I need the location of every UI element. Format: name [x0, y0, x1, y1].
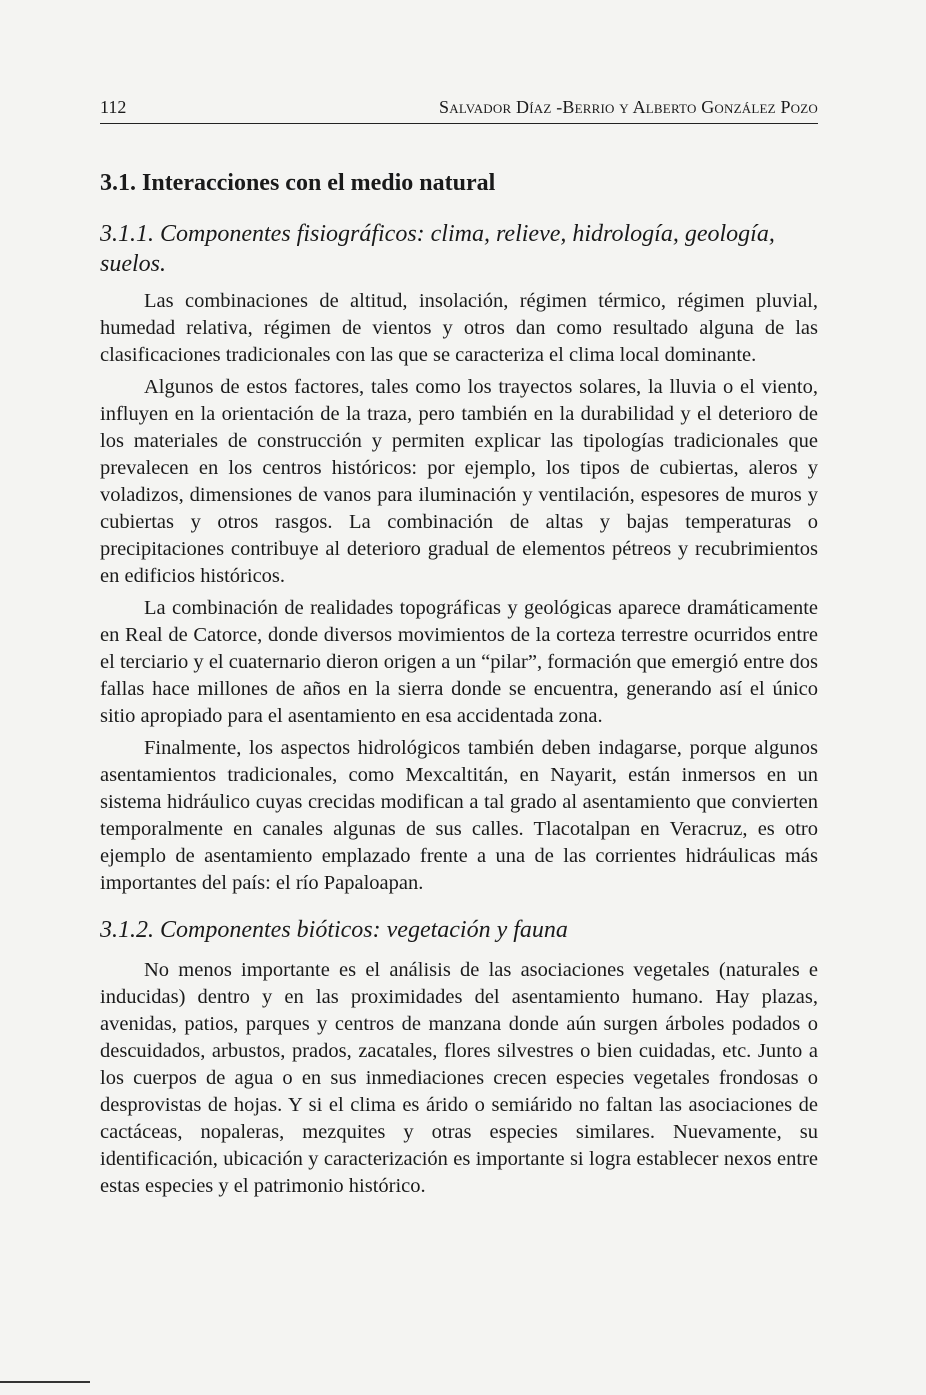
subsection-title-2: 3.1.2. Componentes bióticos: vegetación y fauna	[100, 917, 568, 943]
running-title: Salvador Díaz -Berrio y Alberto González Pozo	[439, 97, 818, 117]
subsection-title-1: 3.1.1. Componentes fisiográficos: clima, relieve, hidrología, geología, suelos.	[100, 221, 775, 277]
page-edge-mark	[0, 1381, 90, 1383]
page-header	[100, 97, 818, 118]
paragraph: La combinación de realidades topográficas y geológicas aparece dramáticamente en Real de Catorce, donde diversos movimientos de la corteza terrestre ocurridos entre el terciario y el cuaternario dieron origen a un “pilar”, formación que emergió entre dos fallas hace millones de años en la sierra donde se encuentra, generando así el único sitio apropiado para el asentamiento en esa accidentada zona.	[100, 597, 818, 727]
page-body	[100, 166, 818, 1200]
section-title: 3.1. Interacciones con el medio natural	[100, 170, 496, 196]
paragraph: Las combinaciones de altitud, insolación, régimen térmico, régimen pluvial, humedad relativa, régimen de vientos y otros dan como resultado alguna de las clasificaciones tradicionales con las que se caracteriza el clima local dominante.	[100, 290, 818, 366]
paragraph: No menos importante es el análisis de las asociaciones vegetales (naturales e inducidas) dentro y en las proximidades del asentamiento humano. Hay plazas, avenidas, patios, parques y centros de manzana donde aún surgen árboles podados o descuidados, arbustos, prados, zacatales, flores silvestres o bien cuidadas, etc. Junto a los cuerpos de agua o en sus inmediaciones crecen especies vegetales frondosas o desprovistas de hojas. Y si el clima es árido o semiárido no faltan las asociaciones de cactáceas, nopaleras, mezquites y otras especies similares. Nuevamente, su identificación, ubicación y caracterización es importante si logra establecer nexos entre estas especies y el patrimonio histórico.	[100, 959, 818, 1197]
paragraph: Finalmente, los aspectos hidrológicos también deben indagarse, porque algunos asentamientos tradicionales, como Mexcaltitán, en Nayarit, están inmersos en un sistema hidráulico cuyas crecidas modifican a tal grado al asentamiento que convierten temporalmente en canales algunas de sus calles. Tlacotalpan en Veracruz, es otro ejemplo de asentamiento emplazado frente a una de las corrientes hidráulicas más importantes del país: el río Papaloapan.	[100, 737, 818, 894]
header-rule	[100, 123, 818, 124]
paragraph: Algunos de estos factores, tales como los trayectos solares, la lluvia o el viento, influyen en la orientación de la traza, pero también en la durabilidad y el deterioro de los materiales de construcción y permiten explicar las tipologías tradicionales que prevalecen en los centros históricos: por ejemplo, los tipos de cubiertas, aleros y voladizos, dimensiones de vanos para iluminación y ventilación, espesores de muros y cubiertas y otros rasgos. La combinación de altas y bajas temperaturas o precipitaciones contribuye al deterioro gradual de elementos pétreos y recubrimientos en edificios históricos.	[100, 376, 818, 587]
page-number: 112	[100, 97, 127, 117]
